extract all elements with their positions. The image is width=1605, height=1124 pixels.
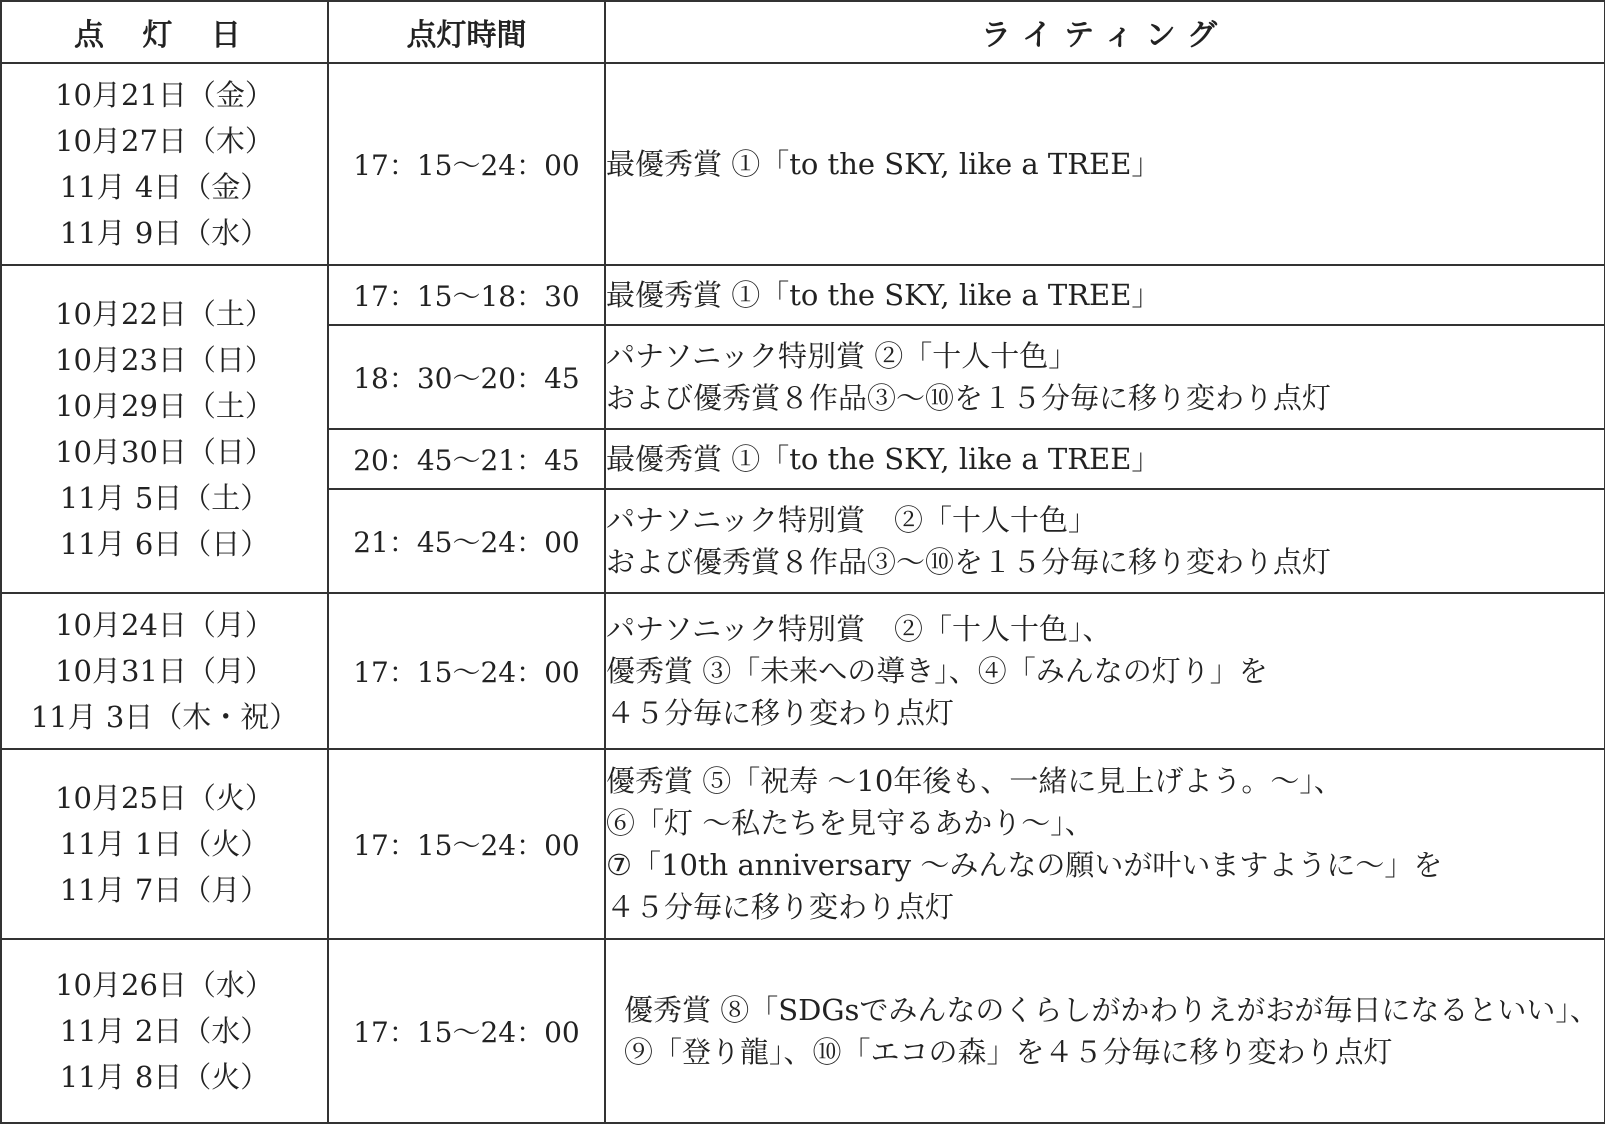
- table-row: [1, 63, 1605, 265]
- lighting-line: ⑥「灯 ～私たちを見守るあかり～」、: [606, 806, 1094, 840]
- date-item: 10月30日（日）: [55, 435, 274, 469]
- date-cell: [1, 63, 328, 265]
- lighting-cell: [605, 63, 1605, 265]
- lighting-line: 優秀賞 ③「未来への導き」、④「みんなの灯り」を: [606, 654, 1268, 688]
- time-cell: 17：15～24：00: [328, 939, 605, 1123]
- date-item: 11月 5日（土）: [59, 481, 270, 515]
- lighting-line: 優秀賞 ⑧「SDGsでみんなのくらしがかわりえがおが毎日になるといい」、⑨「登り龍」、⑩「エコの森」を４５分毎に移り変わり点灯: [624, 993, 1599, 1069]
- lighting-cell: [605, 939, 1605, 1123]
- lighting-line: パナソニック特別賞 ②「十人十色」、: [606, 612, 1112, 646]
- header-date: 点 灯 日: [1, 1, 328, 63]
- lighting-line: および優秀賞８作品③～⑩を１５分毎に移り変わり点灯: [606, 545, 1332, 579]
- date-cell: [1, 939, 328, 1123]
- lighting-line: パナソニック特別賞 ②「十人十色」: [606, 503, 1097, 537]
- lighting-cell: [605, 265, 1605, 325]
- time-cell: 17：15～24：00: [328, 593, 605, 749]
- time-cell: 17：15～24：00: [328, 63, 605, 265]
- lighting-line: および優秀賞８作品③～⑩を１５分毎に移り変わり点灯: [606, 381, 1332, 415]
- lighting-cell: [605, 489, 1605, 593]
- lighting-line: 最優秀賞 ①「to the SKY, like a TREE」: [606, 278, 1161, 312]
- lighting-cell: [605, 325, 1605, 429]
- date-item: 11月 7日（月）: [59, 873, 270, 907]
- header-row: [1, 1, 1605, 63]
- date-item: 10月23日（日）: [55, 343, 274, 377]
- date-item: 11月 6日（日）: [59, 527, 270, 561]
- date-item: 10月26日（水）: [55, 968, 274, 1002]
- date-item: 11月 1日（火）: [59, 827, 270, 861]
- lighting-cell: [605, 593, 1605, 749]
- time-cell: 18：30～20：45: [328, 325, 605, 429]
- date-item: 10月27日（木）: [55, 124, 274, 158]
- date-cell: [1, 749, 328, 939]
- lighting-cell: [605, 749, 1605, 939]
- header-time: 点灯時間: [328, 1, 605, 63]
- date-item: 11月 8日（火）: [59, 1060, 270, 1094]
- date-item: 11月 9日（水）: [59, 216, 270, 250]
- lighting-cell: [605, 429, 1605, 489]
- lighting-line: ４５分毎に移り変わり点灯: [606, 890, 955, 924]
- time-cell: 21：45～24：00: [328, 489, 605, 593]
- date-cell: [1, 265, 328, 593]
- date-item: 10月24日（月）: [55, 608, 274, 642]
- date-item: 10月31日（月）: [55, 654, 274, 688]
- date-item: 10月21日（金）: [55, 78, 274, 112]
- time-cell: 17：15～18：30: [328, 265, 605, 325]
- date-item: 10月25日（火）: [55, 781, 274, 815]
- date-item: 10月22日（土）: [55, 297, 274, 331]
- lighting-line: 最優秀賞 ①「to the SKY, like a TREE」: [606, 442, 1161, 476]
- date-item: 11月 4日（金）: [59, 170, 270, 204]
- lighting-line: 優秀賞 ⑤「祝寿 ～10年後も、一緒に見上げよう。～」、: [606, 764, 1343, 798]
- date-item: 11月 2日（水）: [59, 1014, 270, 1048]
- table-row: [1, 265, 1605, 325]
- lighting-line: ⑦「10th anniversary ～みんなの願いが叶いますように～」を: [606, 848, 1443, 882]
- date-cell: [1, 593, 328, 749]
- table-row: [1, 749, 1605, 939]
- header-lighting: ライティング: [605, 1, 1605, 63]
- lighting-line: ４５分毎に移り変わり点灯: [606, 696, 955, 730]
- table-row: [1, 593, 1605, 749]
- table-row: [1, 939, 1605, 1123]
- time-cell: 20：45～21：45: [328, 429, 605, 489]
- date-item: 11月 3日（木・祝）: [30, 700, 299, 734]
- date-item: 10月29日（土）: [55, 389, 274, 423]
- lighting-line: 最優秀賞 ①「to the SKY, like a TREE」: [606, 147, 1161, 181]
- lighting-line: パナソニック特別賞 ②「十人十色」: [606, 339, 1078, 373]
- time-cell: 17：15～24：00: [328, 749, 605, 939]
